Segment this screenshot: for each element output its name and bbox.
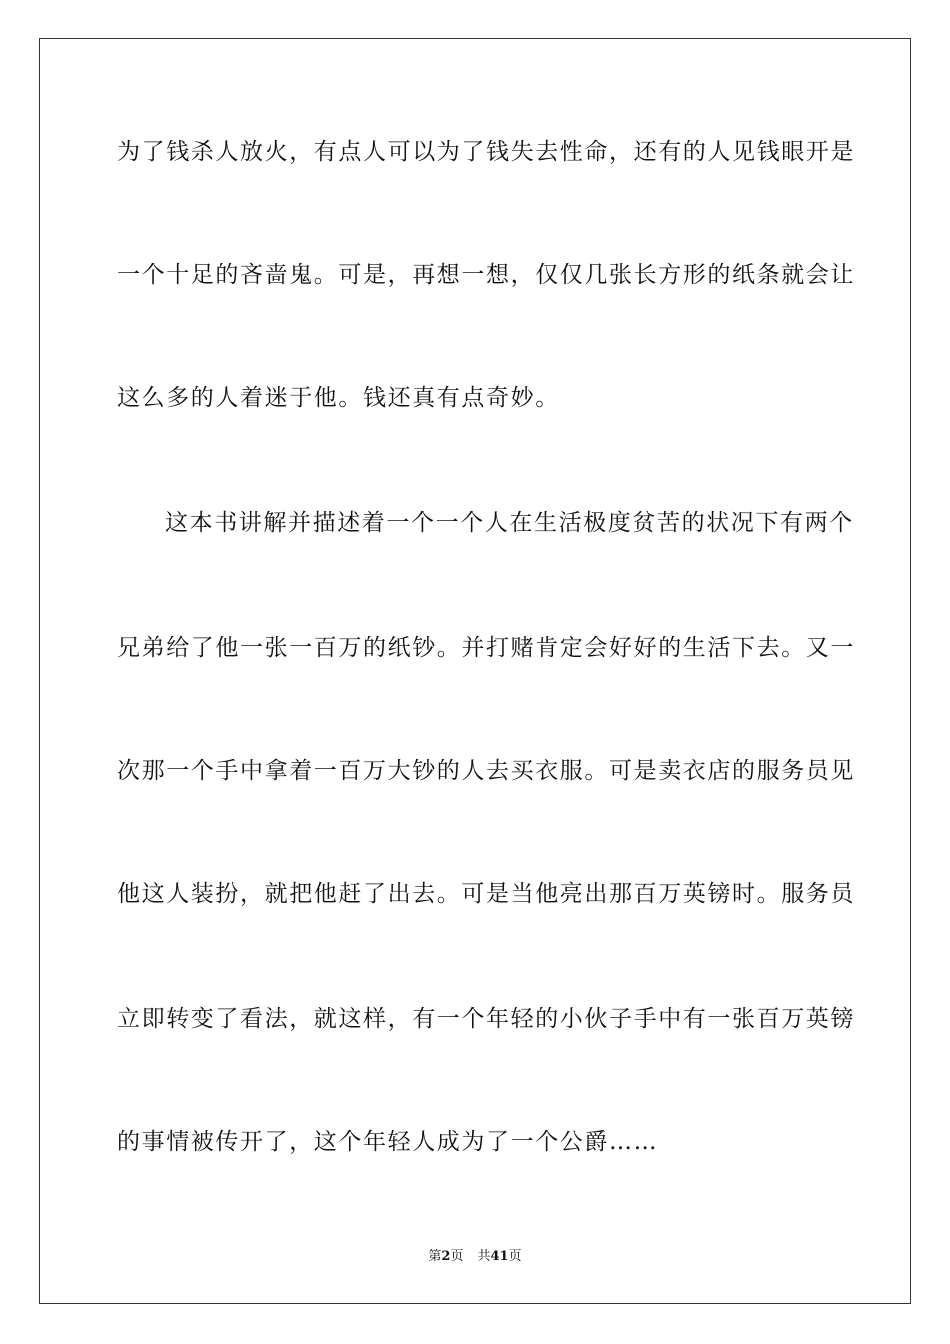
page-suffix: 页 bbox=[450, 1249, 464, 1264]
text-line-8: 立即转变了看法，就这样，有一个年轻的小伙子手中有一张百万英镑 bbox=[117, 1006, 855, 1032]
page-prefix: 第 bbox=[428, 1249, 442, 1264]
page-footer bbox=[0, 1248, 950, 1266]
text-line-4: 这本书讲解并描述着一个一个人在生活极度贫苦的状况下有两个 bbox=[165, 510, 854, 536]
total-prefix: 共 bbox=[477, 1249, 491, 1264]
text-line-2: 一个十足的吝啬鬼。可是，再想一想，仅仅几张长方形的纸条就会让 bbox=[117, 262, 855, 288]
text-line-9: 的事情被传开了，这个年轻人成为了一个公爵…… bbox=[117, 1129, 659, 1155]
page-number: 2 bbox=[441, 1249, 451, 1264]
text-line-7: 他这人装扮，就把他赶了出去。可是当他亮出那百万英镑时。服务员 bbox=[117, 881, 855, 907]
text-line-5: 兄弟给了他一张一百万的纸钞。并打赌肯定会好好的生活下去。又一 bbox=[117, 635, 855, 661]
text-line-1: 为了钱杀人放火，有点人可以为了钱失去性命，还有的人见钱眼开是 bbox=[117, 139, 855, 165]
total-pages: 41 bbox=[490, 1249, 509, 1264]
page-border bbox=[39, 38, 911, 1304]
text-line-6: 次那一个手中拿着一百万大钞的人去买衣服。可是卖衣店的服务员见 bbox=[117, 758, 855, 784]
total-suffix: 页 bbox=[508, 1249, 522, 1264]
text-line-3: 这么多的人着迷于他。钱还真有点奇妙。 bbox=[117, 385, 560, 411]
